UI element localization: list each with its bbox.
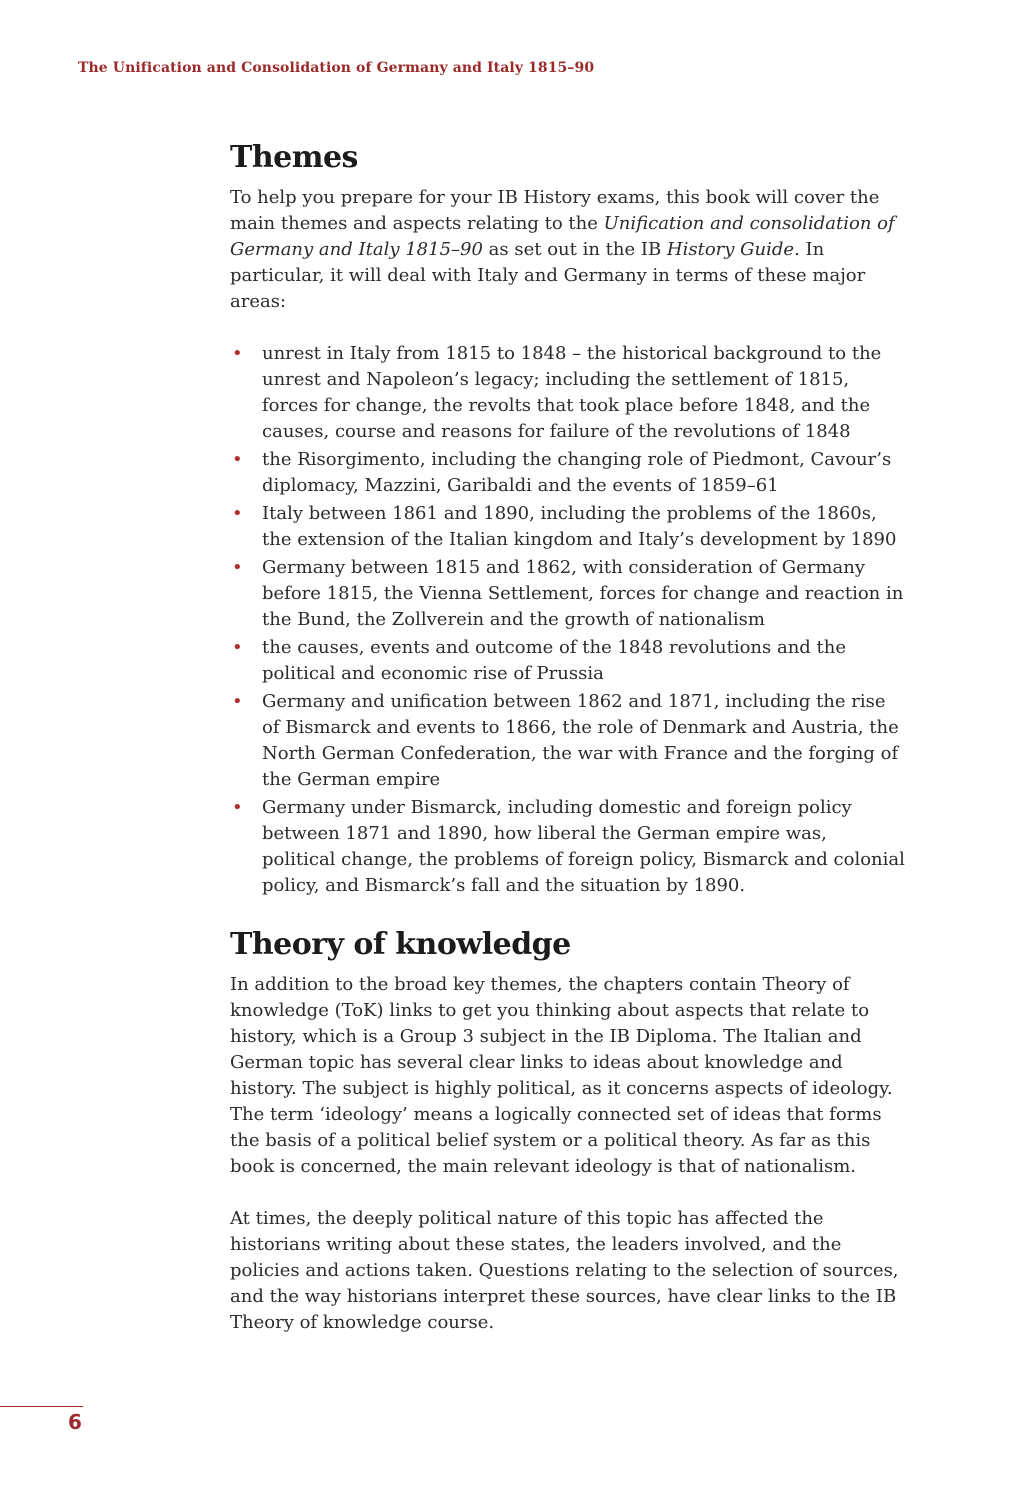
bullet-icon: •	[232, 503, 243, 524]
tok-paragraph-2: At times, the deeply political nature of this topic has affected the historians writing about these states, the leaders involved, and the policies and actions taken. Questions relating to the selection of sources, and the way historians interpret these sources, have clear links to the IB Theory of knowledge course.	[230, 1208, 899, 1333]
list-item-text: unrest in Italy from 1815 to 1848 – the historical background to the unrest and Napoleon’s legacy; including the settlement of 1815, forces for change, the revolts that took place before 1848, and the causes, course and reasons for failure of the revolutions of 1848	[262, 343, 882, 442]
intro-italic-guide: History Guide	[666, 239, 795, 260]
bullet-icon: •	[232, 343, 243, 364]
page-number: 6	[68, 1410, 82, 1434]
list-item	[230, 795, 905, 899]
list-item	[230, 689, 905, 793]
list-item-text: Germany and unification between 1862 and 1871, including the rise of Bismarck and events to 1866, the role of Denmark and Austria, the North German Confederation, the war with France and the forging of the German empire	[262, 691, 899, 790]
intro-italic-title: Unification and consolidation of Germany and Italy 1815–90	[230, 213, 895, 260]
list-item	[230, 447, 905, 499]
list-item	[230, 341, 905, 445]
running-head-title: The Unification and Consolidation of Germany and Italy 1815–90	[78, 60, 595, 76]
list-item-text: Germany under Bismarck, including domestic and foreign policy between 1871 and 1890, how liberal the German empire was, political change, the problems of foreign policy, Bismarck and colonial policy, and Bismarck’s fall and the situation by 1890.	[262, 797, 905, 896]
intro-text-1: To help you prepare for your IB History exams, this book will cover the main themes and aspects relating to the	[230, 187, 880, 234]
bullet-icon: •	[232, 449, 243, 470]
bullet-icon: •	[232, 557, 243, 578]
list-item-text: the Risorgimento, including the changing role of Piedmont, Cavour’s diplomacy, Mazzini, Garibaldi and the events of 1859–61	[262, 449, 892, 496]
themes-list	[230, 341, 905, 899]
tok-heading: Theory of knowledge	[230, 927, 571, 962]
bullet-icon: •	[232, 637, 243, 658]
list-item-text: Germany between 1815 and 1862, with consideration of Germany before 1815, the Vienna Settlement, forces for change and reaction in the Bund, the Zollverein and the growth of nationalism	[262, 557, 904, 630]
list-item-text: Italy between 1861 and 1890, including the problems of the 1860s, the extension of the Italian kingdom and Italy’s development by 1890	[262, 503, 897, 550]
footer-rule	[0, 1406, 83, 1407]
intro-text-2: as set out in the IB	[482, 239, 667, 260]
page-content	[230, 140, 905, 1336]
themes-intro-paragraph	[230, 185, 905, 315]
intro-text-3: . In particular, it will deal with Italy and Germany in terms of these major areas:	[230, 239, 866, 312]
tok-paragraph-1: In addition to the broad key themes, the chapters contain Theory of knowledge (ToK) links to get you thinking about aspects that relate to history, which is a Group 3 subject in the IB Diploma. The Italian and German topic has several clear links to ideas about knowledge and history. The subject is highly political, as it concerns aspects of ideology. The term ‘ideology’ means a logically connected set of ideas that forms the basis of a political belief system or a political theory. As far as this book is concerned, the main relevant ideology is that of nationalism.	[230, 974, 893, 1177]
list-item	[230, 501, 905, 553]
list-item	[230, 555, 905, 633]
bullet-icon: •	[232, 797, 243, 818]
themes-heading: Themes	[230, 140, 358, 175]
bullet-icon: •	[232, 691, 243, 712]
list-item	[230, 635, 905, 687]
list-item-text: the causes, events and outcome of the 1848 revolutions and the political and economic rise of Prussia	[262, 637, 847, 684]
